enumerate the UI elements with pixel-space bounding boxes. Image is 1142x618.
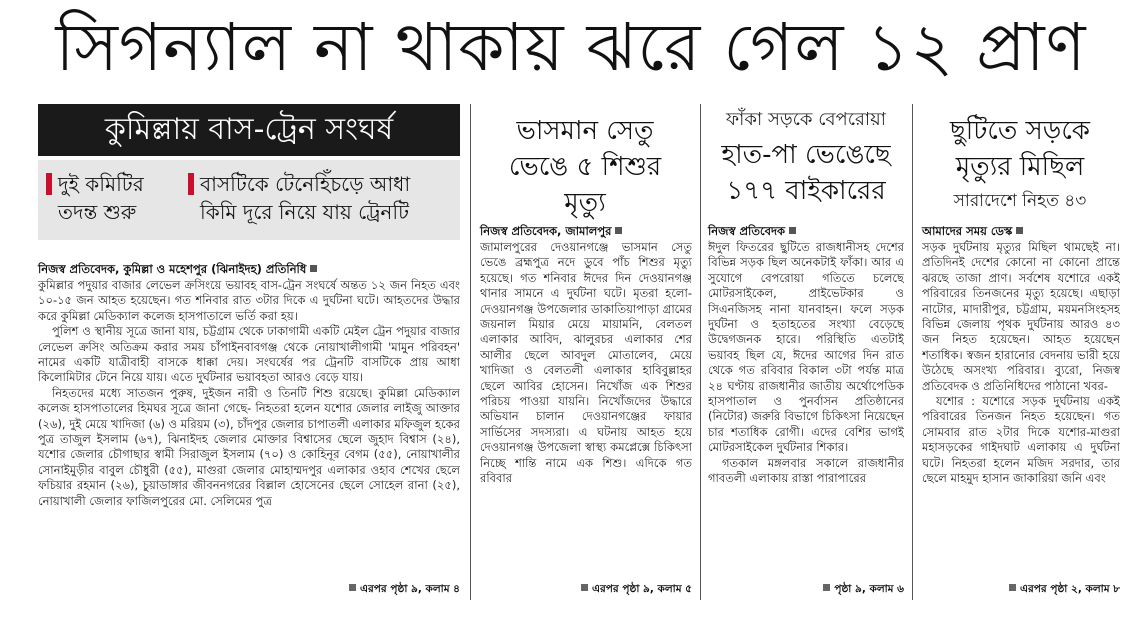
- story3-body: [708, 240, 904, 580]
- story4-paragraph: যশোর : যশোরে সড়ক দুর্ঘটনায় একই পরিবারের তিনজন নিহত হয়েছেন। গত সোমবার রাত ২টার দিকে যশোর-মাগুরা মহাসড়কের গাইদঘাট এলাকায় এ দুর্ঘটনা ঘটে। নিহতরা হলেন মজিদ সরদার, তার ছেলে মাহমুদ হাসান জাকারিয়া জনি এবং: [922, 394, 1120, 486]
- subhead-left-line1: দুই কমিটির: [46, 170, 144, 198]
- story4-title-line2: মৃত্যুর মিছিল: [955, 152, 1085, 182]
- story2-paragraph: জামালপুরের দেওয়ানগঞ্জে ভাসমান সেতু ভেঙে ব্রহ্মপুত্র নদে ডুবে পাঁচ শিশুর মৃত্যু হয়েছে। গত শনিবার ঈদের দিন দেওয়ানগঞ্জ থানার সামনে এ দুর্ঘটনা ঘটে। মৃতরা হলো- দেওয়ানগঞ্জ উপজেলার ডাকাতিয়াপাড়া গ্রামের জয়নাল মিয়ার মেয়ে মায়ামনি, বেলতল এলাকার আবিদ, ঝালুরচর এলাকার শের আলীর ছেলে আবদুল মোতালেব, মেয়ে খাদিজা ও বেলতলী এলাকার হাবিবুল্লাহর ছেলে আবির হোসেন। নিখোঁজ এক শিশুর পরিচয় পাওয়া যায়নি। নিখোঁজদের উদ্ধারে অভিযান চালান দেওয়ানগঞ্জের ফায়ার সার্ভিসের সদস্যরা। এ ঘটনায় আহত হয়ে দেওয়ানগঞ্জ উপজেলা স্বাস্থ্য কমপ্লেক্সে চিকিৎসা নিচ্ছে শান্তি নামে এক শিশু। এদিকে গত রবিবার: [480, 240, 692, 486]
- story3-title-line1: হাত-পা ভেঙেছে: [721, 140, 891, 170]
- square-bullet-icon: [615, 227, 622, 234]
- story2-title-line3: মৃত্যু: [564, 188, 606, 218]
- square-bullet-icon: [581, 584, 588, 591]
- square-bullet-icon: [1016, 227, 1023, 234]
- main-headline: সিগন্যাল না থাকায় ঝরে গেল ১২ প্রাণ: [55, 9, 1087, 86]
- story3-paragraph: ঈদুল ফিতরের ছুটিতে রাজধানীসহ দেশের বিভিন্ন সড়ক ছিল অনেকটাই ফাঁকা। আর এ সুযোগে বেপরোয়া গতিতে চলেছে মোটরসাইকেল, প্রাইভেটকার ও সিএনজিসহ নানা যানবাহন। ফলে সড়ক দুর্ঘটনা ও হতাহতের সংখ্যা বেড়েছে উদ্বেগজনক হারে। পরিস্থিতি এতটাই ভয়াবহ ছিল যে, ঈদের আগের দিন রাত থেকে গত রবিবার বিকাল ৩টা পর্যন্ত মাত্র ২৪ ঘণ্টায় রাজধানীর জাতীয় অর্থোপেডিক হাসপাতাল ও পুনর্বাসন প্রতিষ্ঠানের (নিটোর) জরুরি বিভাগে চিকিৎসা নিয়েছেন চার শতাধিক রোগী। এদের বেশির ভাগই মোটরসাইকেল দুর্ঘটনার শিকার।: [708, 240, 904, 455]
- story2-byline: নিজস্ব প্রতিবেদক, জামালপুর: [480, 224, 692, 239]
- story1-paragraph: কুমিল্লার পদুয়ার বাজার লেভেল ক্রসিংয়ে ভয়াবহ বাস-ট্রেন সংঘর্ষে অন্তত ১২ জন নিহত এবং ১০-১৫ জন আহত হয়েছেন। গত শনিবার রাত ৩টার দিকে এ দুর্ঘটনা ঘটে। আহতদের উদ্ধার করে কুমিল্লা মেডিক্যাল কলেজ হাসপাতালে ভর্তি করা হয়।: [38, 278, 460, 323]
- column-divider: [700, 104, 701, 600]
- column-divider: [470, 104, 471, 600]
- story3-kicker: ফাঁকা সড়কে বেপরোয়া: [726, 109, 886, 130]
- square-bullet-icon: [1009, 584, 1016, 591]
- story3-byline: নিজস্ব প্রতিবেদক: [708, 224, 904, 239]
- subhead-left-line2: তদন্ত শুরু: [58, 200, 137, 224]
- red-bar-marker-icon: [46, 173, 52, 195]
- story1-paragraph: নিহতদের মধ্যে সাতজন পুরুষ, দুইজন নারী ও তিনটি শিশু রয়েছে। কুমিল্লা মেডিক্যাল কলেজ হাসপাতালের হিমঘর সূত্রে জানা গেছে- নিহতরা হলেন যশোর জেলার লাইজু আক্তার (২৬), দুই মেয়ে খাদিজা (৬) ও মরিয়ম (৩), চাঁদপুর জেলার চাপাতলী এলাকার মফিজুল হকের পুত্র তাজুল ইসলাম (৬৭), ঝিনাইদহ জেলার মোক্তার বিশ্বাসের ছেলে জুহাদ বিশ্বাস (২৪), যশোর জেলার চৌগাছার স্বামী সিরাজুল ইসলাম (৭০) ও কোহিনূর বেগম (৫৫), নোয়াখালীর সোনাইমুড়ীর বাবুল চৌধুরী (৫৫), মাগুরা জেলার মোহাম্মদপুর এলাকার ওহাব শেখের ছেলে ফচিয়ার রহমান (২৬), চুয়াডাঙ্গার জীবননগরের বিল্লাল হোসেনের ছেলে সোহেল রানা (২৫), নোয়াখালী জেলার ফাজিলপুরের মো. সেলিমের পুত্র: [38, 385, 460, 508]
- story4-paragraph: সড়ক দুর্ঘটনায় মৃত্যুর মিছিল থামছেই না। প্রতিদিনই দেশের কোনো না কোনো প্রান্তে ঝরছে তাজা প্রাণ। সর্বশেষ যশোরে একই পরিবারের তিনজনের মৃত্যু হয়েছে। এছাড়া নাটোর, মাদারীপুর, চট্টগ্রাম, ময়মনসিংহসহ বিভিন্ন জেলায় পৃথক দুর্ঘটনায় আরও ৪৩ জন নিহত হয়েছেন। আহত হয়েছেন শতাধিক। স্বজন হারানোর বেদনায় ভারী হয়ে উঠেছে অসংখ্য পরিবার। ব্যুরো, নিজস্ব প্রতিবেদক ও প্রতিনিধিদের পাঠানো খবর-: [922, 240, 1120, 393]
- story1-body: [38, 278, 460, 580]
- square-bullet-icon: [310, 265, 317, 272]
- subhead-right-line2: কিমি দূরে নিয়ে যায় ট্রেনটি: [200, 200, 409, 224]
- story3-jump-line[interactable]: পৃষ্ঠা ৯, কলাম ৬: [760, 582, 904, 596]
- story4-title-line1: ছুটিতে সড়কে: [950, 116, 1090, 146]
- story3-title-line2: ১৭৭ বাইকারের: [726, 176, 886, 206]
- story4-jump-line[interactable]: এরপর পৃষ্ঠা ২, কলাম ৮: [970, 582, 1120, 596]
- square-bullet-icon: [789, 227, 796, 234]
- square-bullet-icon: [823, 584, 830, 591]
- square-bullet-icon: [349, 584, 356, 591]
- story1-byline: নিজস্ব প্রতিবেদক, কুমিল্লা ও মহেশপুর (ঝিনাইদহ) প্রতিনিধি: [38, 262, 460, 277]
- red-bar-marker-icon: [188, 173, 194, 195]
- story1-subheads: [38, 160, 460, 240]
- story2-title-line1: ভাসমান সেতু: [516, 116, 654, 146]
- story1-paragraph: পুলিশ ও স্থানীয় সূত্রে জানা যায়, চট্টগ্রাম থেকে ঢাকাগামী একটি মেইল ট্রেন পদুয়ার বাজার লেভেল ক্রসিং অতিক্রম করার সময় চাঁপাইনবাবগঞ্জ থেকে নোয়াখালীগামী 'মামুন পরিবহন' নামের একটি যাত্রীবাহী বাসকে ধাক্কা দেয়। সংঘর্ষের পর ট্রেনটি বাসটিকে প্রায় আধা কিলোমিটার টেনে নিয়ে যায়। এতে দুর্ঘটনার ভয়াবহতা আরও বেড়ে যায়।: [38, 324, 460, 385]
- story1-jump-line[interactable]: এরপর পৃষ্ঠা ৯, কলাম ৪: [300, 582, 460, 596]
- column-divider: [912, 104, 913, 600]
- story1-band-title: কুমিল্লায় বাস-ট্রেন সংঘর্ষ: [38, 104, 460, 156]
- subhead-right-line1: বাসটিকে টেনেহিঁচড়ে আধা: [188, 170, 410, 198]
- story2-jump-line[interactable]: এরপর পৃষ্ঠা ৯, কলাম ৫: [520, 582, 692, 596]
- story4-byline: আমাদের সময় ডেস্ক: [922, 224, 1120, 239]
- story2-body: [480, 240, 692, 580]
- story3-paragraph: গতকাল মঙ্গলবার সকালে রাজধানীর গাবতলী এলাকায় রাস্তা পারাপারের: [708, 455, 904, 486]
- story4-body: [922, 240, 1120, 580]
- story4-deck: সারাদেশে নিহত ৪৩: [953, 191, 1087, 211]
- story2-title-line2: ভেঙে ৫ শিশুর: [508, 152, 662, 182]
